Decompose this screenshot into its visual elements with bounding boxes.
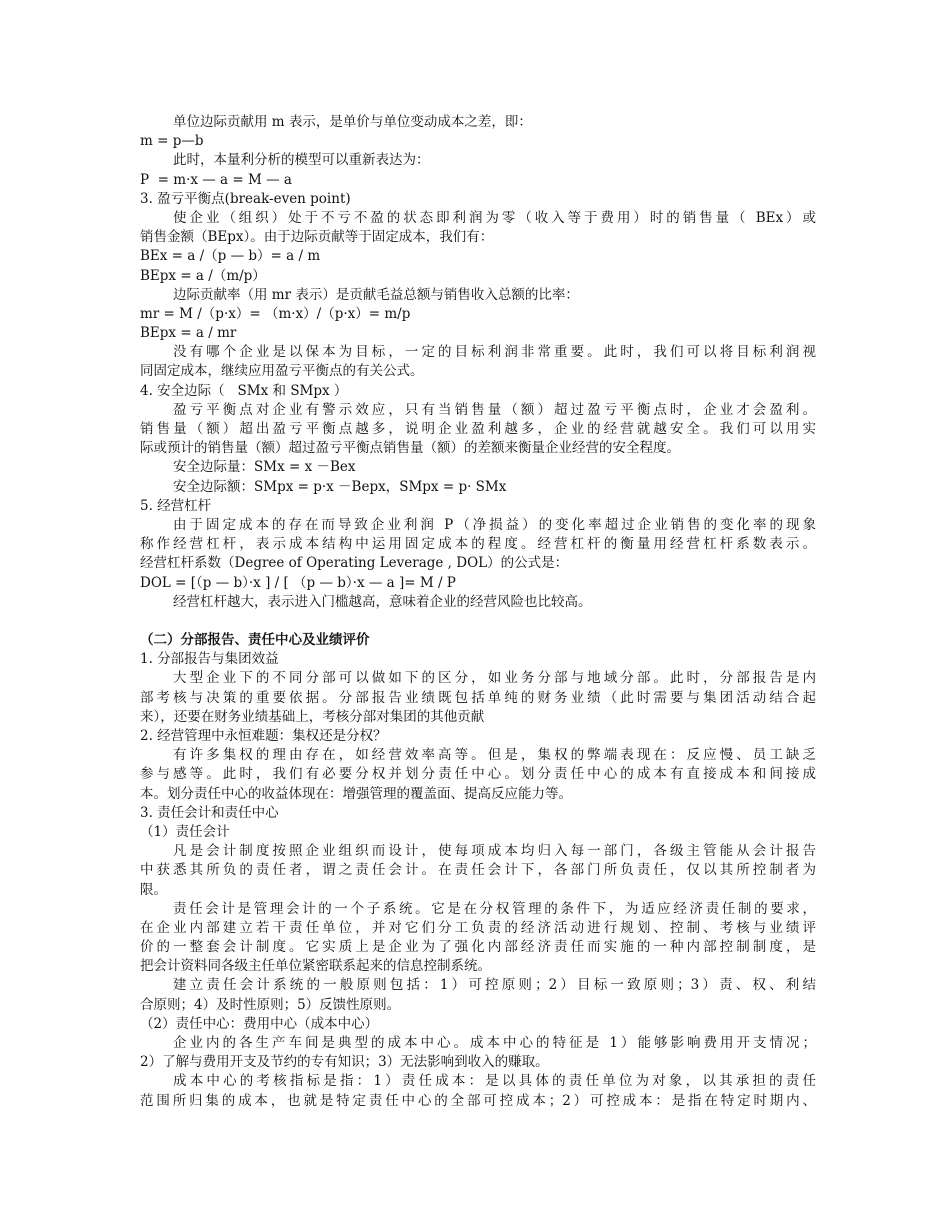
text-line: 中获悉其所负的责任者，谓之责任会计。在责任会计下，各部门所负责任，仅以其所控制者为 — [140, 862, 816, 879]
text-line: 3. 盈亏平衡点(break-even point) — [140, 190, 351, 207]
text-line: 参与感等。此时，我们有必要分权并划分责任中心。划分责任中心的成本有直接成本和间接成 — [140, 766, 816, 783]
text-line: 销售量（额）超出盈亏平衡点越多，说明企业盈利越多，企业的经营就越安全。我们可以用实 — [140, 421, 816, 437]
text-line: BEx = a /（p — b）= a / m — [140, 248, 321, 265]
text-line: 2. 经营管理中永恒难题：集权还是分权？ — [140, 728, 387, 744]
text-line: 经营杠杆越大，表示进入门槛越高，意味着企业的经营风险也比较高。 — [173, 593, 592, 610]
text-line: 2）了解与费用开支及节约的专有知识；3）无法影响到收入的赚取。 — [140, 1054, 549, 1071]
text-line: 4. 安全边际（ SMx 和 SMpx ） — [140, 382, 348, 399]
text-line: 此时，本量利分析的模型可以重新表达为： — [173, 152, 430, 169]
blank-line — [140, 612, 816, 631]
text-line: 部考核与决策的重要依据。分部报告业绩既包括单纯的财务业绩（此时需要与集团活动结合起 — [140, 689, 816, 706]
text-line: 大型企业下的不同分部可以做如下的区分，如业务分部与地域分部。此时，分部报告是内 — [173, 670, 816, 687]
text-line: 成本中心的考核指标是指：1）责任成本：是以具体的责任单位为对象，以其承担的责任 — [173, 1073, 816, 1090]
text-line: 单位边际贡献用 m 表示，是单价与单位变动成本之差，即： — [173, 114, 532, 130]
section-heading: （二）分部报告、责任中心及业绩评价 — [140, 632, 370, 649]
text-line: 由于固定成本的存在而导致企业利润 P（净损益）的变化率超过企业销售的变化率的现象 — [173, 516, 816, 533]
text-line: 价的一整套会计制度。它实质上是企业为了强化内部经济责任而实施的一种内部控制制度，是 — [140, 939, 816, 956]
text-line: mr = M /（p·x）= （m·x）/（p·x）= m/p — [140, 305, 411, 322]
text-line: 有许多集权的理由存在，如经营效率高等。但是，集权的弊端表现在：反应慢、员工缺乏 — [173, 747, 816, 764]
text-line: BEpx = a /（m/p） — [140, 267, 266, 284]
text-line: 称作经营杠杆，表示成本结构中运用固定成本的程度。经营杠杆的衡量用经营杠杆系数表示。 — [140, 536, 816, 553]
text-line: DOL = [（p — b）·x ] / [ （p — b）·x — a ]= M / P — [140, 574, 456, 591]
text-line: 在企业内部建立若干责任单位，并对它们分工负责的经济活动进行规划、控制、考核与业绩评 — [140, 919, 816, 936]
text-line: 安全边际额：SMpx = p·x －Bepx，SMpx = p· SMx — [173, 478, 507, 495]
text-line: 盈亏平衡点对企业有警示效应，只有当销售量（额）超过盈亏平衡点时，企业才会盈利。 — [173, 401, 816, 418]
text-line: 凡是会计制度按照企业组织而设计，使每项成本均归入每一部门，各级主管能从会计报告 — [173, 843, 816, 860]
text-line: 来），还要在财务业绩基础上，考核分部对集团的其他贡献 — [140, 708, 485, 725]
text-line: 把会计资料同各级主任单位紧密联系起来的信息控制系统。 — [140, 958, 491, 975]
text-line: 本。划分责任中心的收益体现在：增强管理的覆盖面、提高反应能力等。 — [140, 785, 572, 802]
text-line: 没有哪个企业是以保本为目标，一定的目标利润非常重要。此时，我们可以将目标利润视 — [173, 344, 816, 361]
text-line: 经营杠杆系数（Degree of Operating Leverage , DOL）的公式是： — [140, 555, 569, 572]
text-line: （2）责任中心：费用中心（成本中心） — [140, 1015, 379, 1032]
text-line: 合原则；4）及时性原则；5）反馈性原则。 — [140, 996, 401, 1013]
text-line: BEpx = a / mr — [140, 325, 237, 342]
text-line: 边际贡献率（用 mr 表示）是贡献毛益总额与销售收入总额的比率： — [173, 286, 579, 303]
text-line: 销售金额（BEpx）。由于边际贡献等于固定成本，我们有： — [140, 229, 494, 246]
text-line: 限。 — [140, 881, 167, 898]
text-line: 建立责任会计系统的一般原则包括：1）可控原则；2）目标一致原则；3）责、权、利结 — [173, 977, 816, 994]
text-line: 际或预计的销售量（额）超过盈亏平衡点销售量（额）的差额来衡量企业经营的安全程度。 — [140, 440, 680, 457]
text-line: m = p—b — [140, 133, 204, 150]
text-line: 企业内的各生产车间是典型的成本中心。成本中心的特征是 1）能够影响费用开支情况； — [173, 1035, 816, 1051]
text-line: 3. 责任会计和责任中心 — [140, 804, 279, 821]
text-line: P = m·x — a = M — a — [140, 171, 292, 188]
text-line: 安全边际量：SMx = x －Bex — [173, 459, 356, 476]
text-line: 同固定成本，继续应用盈亏平衡点的有关公式。 — [140, 363, 424, 380]
document-page — [140, 113, 816, 1111]
text-line: 使企业（组织）处于不亏不盈的状态即利润为零（收入等于费用）时的销售量（ BEx）或 — [173, 209, 816, 226]
text-line: 1. 分部报告与集团效益 — [140, 651, 279, 668]
text-line: 5. 经营杠杆 — [140, 497, 212, 514]
text-line: （1）责任会计 — [140, 823, 230, 840]
text-line: 范围所归集的成本，也就是特定责任中心的全部可控成本；2）可控成本：是指在特定时期内、 — [140, 1092, 816, 1109]
text-line: 责任会计是管理会计的一个子系统。它是在分权管理的条件下，为适应经济责任制的要求， — [173, 900, 816, 917]
